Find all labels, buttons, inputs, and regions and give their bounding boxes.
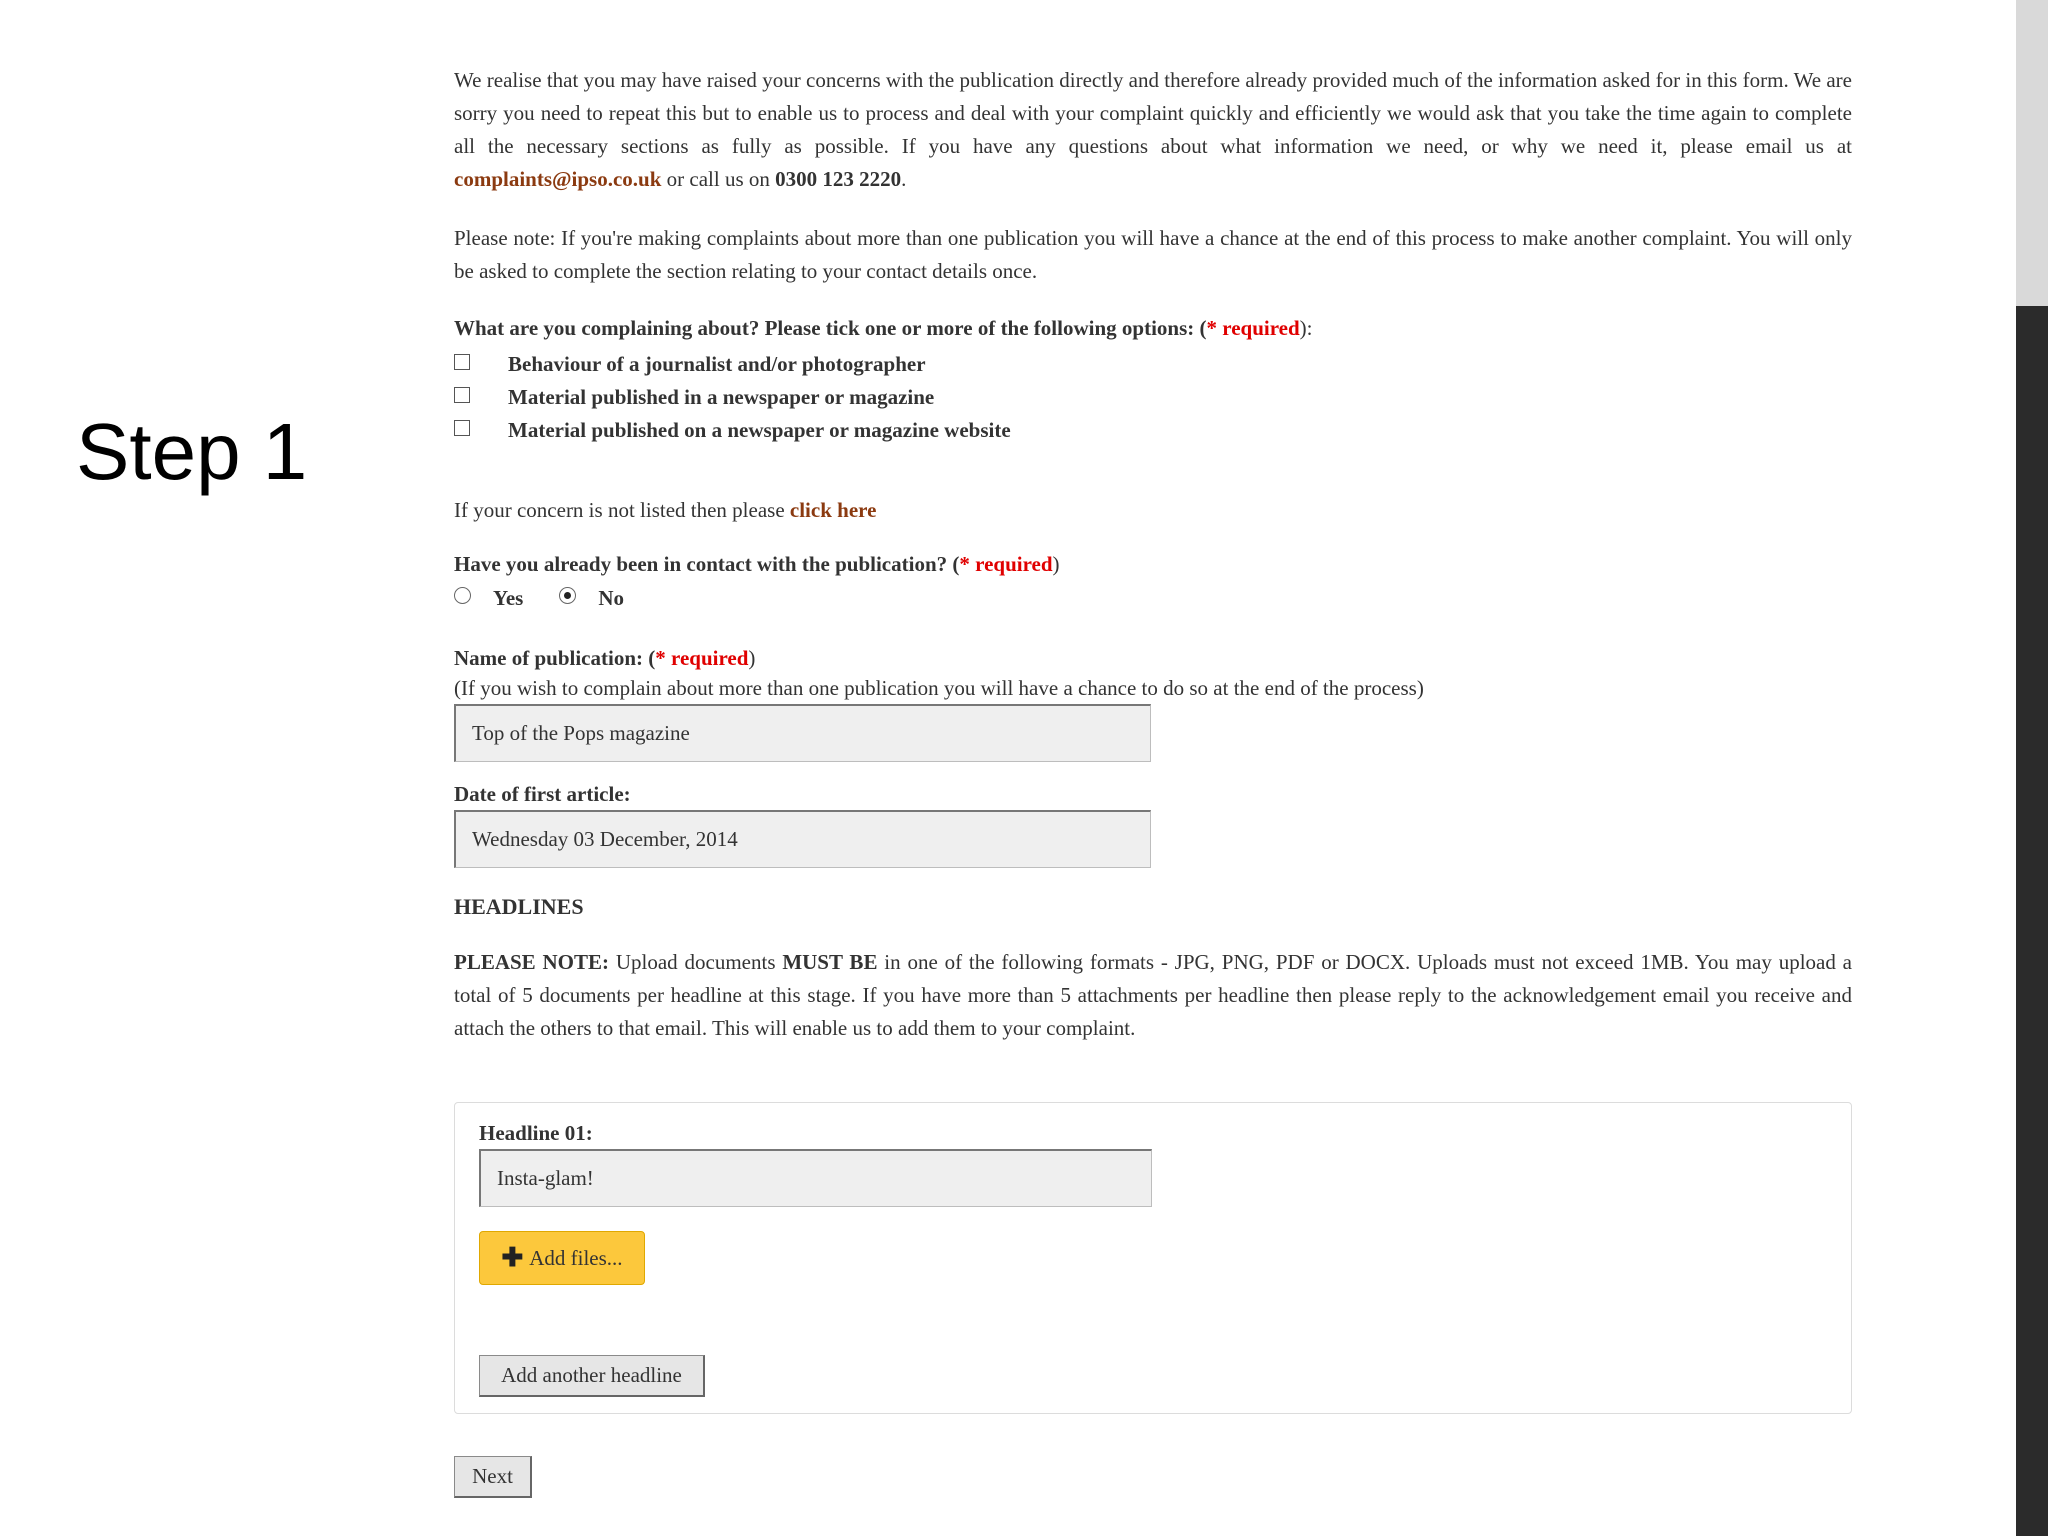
concern-not-listed — [454, 494, 876, 527]
option-website-material[interactable] — [454, 414, 1011, 447]
slide-title: Step 1 — [76, 407, 308, 496]
option-journalist-behaviour[interactable] — [454, 348, 926, 381]
headline-input[interactable]: Insta-glam! — [479, 1149, 1152, 1207]
required-marker: * required — [959, 552, 1053, 576]
contact-question-text: Have you already been in contact with the publication? ( — [454, 552, 960, 576]
complaint-question-text: What are you complaining about? Please tick one or more of the following options: ( — [454, 316, 1207, 340]
click-here-link[interactable]: click here — [789, 498, 877, 522]
complaint-question — [454, 312, 1312, 345]
intro-text-between: or call us on — [661, 167, 776, 191]
headlines-heading: HEADLINES — [454, 894, 584, 919]
intro-text-end: . — [901, 167, 907, 191]
radio-yes[interactable] — [454, 587, 471, 604]
multiple-publications-note: Please note: If you're making complaints about more than one publication you will have a chance at the end of this process to make another complaint. You will only be asked to complete the section relating to your contact details once. — [454, 226, 1852, 283]
contact-question-suffix: ) — [1052, 552, 1060, 576]
phone-number: 0300 123 2220 — [775, 167, 902, 191]
add-files-button[interactable] — [479, 1231, 645, 1285]
contact-radio-group — [454, 582, 624, 615]
intro-text: We realise that you may have raised your concerns with the publication directly and therefore already provided much of the information asked for in this form. We are sorry you need to repeat this but to enable us to process and deal with your complaint quickly and efficiently we would ask that you take the time again to complete all the necessary sections as fully as possible. If you have any questions about what information we need, or why we need it, please email us at — [454, 68, 1852, 158]
radio-yes-label[interactable]: Yes — [493, 586, 524, 610]
option-label: Material published on a newspaper or magazine website — [508, 418, 1011, 442]
intro-paragraph — [454, 64, 1852, 196]
plus-icon: ✚ — [501, 1243, 524, 1272]
publication-label — [454, 642, 755, 675]
complaint-question-suffix: ): — [1299, 316, 1313, 340]
checkbox-journalist-behaviour[interactable] — [454, 354, 470, 370]
required-marker: * required — [655, 646, 749, 670]
upload-note — [454, 946, 1852, 1045]
date-label: Date of first article: — [454, 782, 631, 806]
checkbox-newspaper-material[interactable] — [454, 387, 470, 403]
radio-no-label[interactable]: No — [598, 586, 625, 610]
publication-name-input[interactable]: Top of the Pops magazine — [454, 704, 1151, 762]
add-another-headline-button[interactable]: Add another headline — [479, 1355, 705, 1397]
date-input[interactable]: Wednesday 03 December, 2014 — [454, 810, 1151, 868]
next-button[interactable]: Next — [454, 1456, 532, 1498]
upload-note-must: MUST BE — [782, 950, 878, 974]
contact-question — [454, 548, 1060, 581]
option-label: Behaviour of a journalist and/or photographer — [508, 352, 926, 376]
publication-hint: (If you wish to complain about more than one publication you will have a chance to do so at the end of the process) — [454, 676, 1424, 700]
upload-note-label: PLEASE NOTE: — [454, 950, 610, 974]
upload-note-text-2: in one of the following formats - JPG, PNG, PDF or DOCX. Uploads must not exceed 1MB. You may upload a total of 5 documents per headline at this stage. If you have more than 5 attachments per headline then please reply to the acknowledgement email you receive and attach the others to that email. This will enable us to add them to your complaint. — [454, 950, 1852, 1040]
radio-no[interactable] — [559, 587, 576, 604]
scrollbar-thumb[interactable] — [2016, 0, 2048, 306]
publication-label-suffix: ) — [748, 646, 756, 670]
checkbox-website-material[interactable] — [454, 420, 470, 436]
headline-label: Headline 01: — [479, 1121, 593, 1145]
publication-label-text: Name of publication: ( — [454, 646, 656, 670]
upload-note-text: Upload documents — [609, 950, 783, 974]
required-marker: * required — [1206, 316, 1300, 340]
concern-text: If your concern is not listed then please — [454, 498, 790, 522]
add-files-label: Add files... — [529, 1245, 623, 1270]
option-newspaper-material[interactable] — [454, 381, 934, 414]
email-link[interactable]: complaints@ipso.co.uk — [454, 167, 662, 191]
headline-panel — [454, 1102, 1852, 1414]
option-label: Material published in a newspaper or magazine — [508, 385, 935, 409]
